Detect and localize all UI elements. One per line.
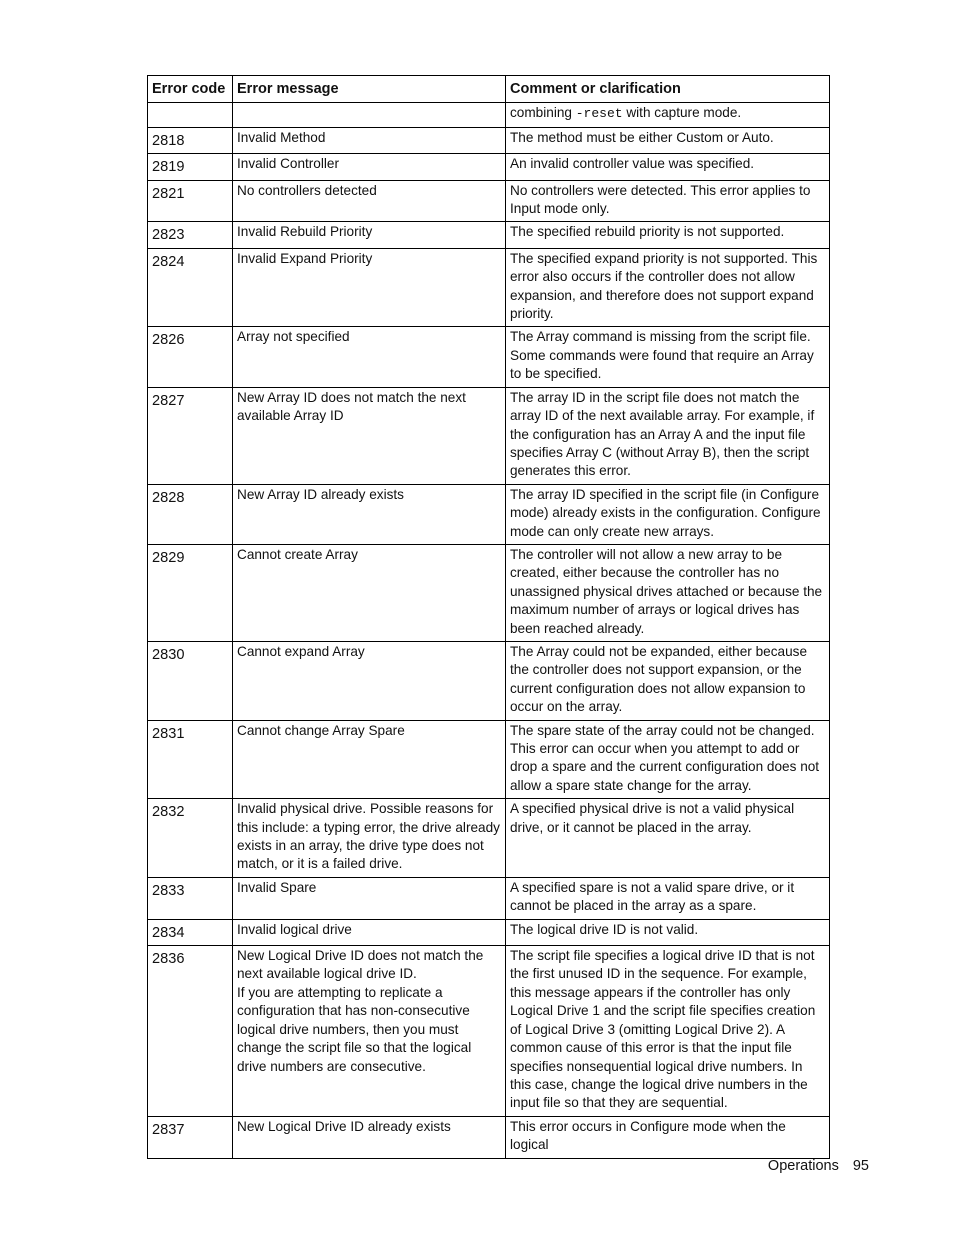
cell-code: 2821 [148, 180, 233, 222]
cell-message [233, 484, 506, 544]
table-row [148, 544, 830, 641]
table-row [148, 484, 830, 544]
header-error-message: Error message [233, 76, 506, 103]
table-row [148, 720, 830, 799]
cell-code: 2827 [148, 387, 233, 484]
table-row [148, 154, 830, 180]
cell-comment: No controllers were detected. This error applies to Input mode only. [506, 180, 830, 222]
cell-message [233, 799, 506, 878]
cell-code: 2829 [148, 544, 233, 641]
cell-comment: This error occurs in Configure mode when the logical [506, 1116, 830, 1158]
cell-code: 2826 [148, 327, 233, 387]
cell-message [233, 154, 506, 180]
cell-code: 2819 [148, 154, 233, 180]
cell-code: 2823 [148, 222, 233, 248]
cell-comment: An invalid controller value was specified. [506, 154, 830, 180]
cell-code: 2833 [148, 877, 233, 919]
cell-comment: The Array could not be expanded, either because the controller does not support expansion, or the current configuration does not allow expansion to occur on the array. [506, 641, 830, 720]
message-text: Cannot create Array [237, 546, 358, 562]
cell-code: 2824 [148, 248, 233, 327]
cell-comment: The specified expand priority is not supported. This error also occurs if the controller does not allow expansion, and therefore does not support expand priority. [506, 248, 830, 327]
page-number: 95 [852, 1158, 869, 1174]
cell-comment: A specified physical drive is not a valid physical drive, or it cannot be placed in the array. [506, 799, 830, 878]
cell-message [233, 919, 506, 945]
cell-code: 2837 [148, 1116, 233, 1158]
message-text: Invalid Method [237, 129, 326, 145]
table-row [148, 248, 830, 327]
message-text-extra: If you are attempting to replicate a configuration that has non-consecutive logical drive numbers, then you must change the script file so that the logical drive numbers are consecutive. [237, 984, 472, 1074]
table-row [148, 387, 830, 484]
cell-message [233, 387, 506, 484]
error-code-table [147, 75, 830, 1159]
cell-code: 2834 [148, 919, 233, 945]
cell-comment: A specified spare is not a valid spare drive, or it cannot be placed in the array as a spare. [506, 877, 830, 919]
table-row [148, 180, 830, 222]
cell-message [233, 103, 506, 127]
message-text: Invalid Spare [237, 879, 317, 895]
cell-comment [506, 103, 830, 127]
table-header-row [148, 76, 830, 103]
footer-section: Operations [767, 1158, 839, 1174]
page-footer [768, 1158, 869, 1174]
message-text: Invalid Rebuild Priority [237, 224, 373, 240]
cell-message [233, 720, 506, 799]
message-text: Invalid logical drive [237, 921, 352, 937]
table-row [148, 641, 830, 720]
cell-comment: The spare state of the array could not be changed. This error can occur when you attempt to add or drop a spare and the current configuration does not allow a spare state change for the array. [506, 720, 830, 799]
cell-comment: The script file specifies a logical drive ID that is not the first unused ID in the sequence. For example, this message appears if the controller has only Logical Drive 1 and the script file specifies creation of Logical Drive 3 (omitting Logical Drive 2). A common cause of this error is that the input file specifies nonsequential logical drive numbers. In this case, change the logical drive numbers in the input file so that they are sequential. [506, 946, 830, 1117]
table-row [148, 1116, 830, 1158]
cell-comment: The controller will not allow a new array to be created, either because the controller has no unassigned physical drives attached or because the maximum number of arrays or logical drives has been reached already. [506, 544, 830, 641]
cell-code: 2832 [148, 799, 233, 878]
cell-code: 2836 [148, 946, 233, 1117]
message-text: Invalid Expand Priority [237, 250, 373, 266]
cell-code [148, 103, 233, 127]
cell-comment: The logical drive ID is not valid. [506, 919, 830, 945]
message-text: New Logical Drive ID already exists [237, 1118, 451, 1134]
header-comment: Comment or clarification [506, 76, 830, 103]
cell-comment: The array ID in the script file does not match the array ID of the next available array. For example, if the configuration has an Array A and the input file specifies Array C (without Array B), then the script generates this error. [506, 387, 830, 484]
reset-option-code: -reset [575, 106, 623, 122]
message-text: New Logical Drive ID does not match the next available logical drive ID. [237, 948, 484, 982]
message-text: New Array ID already exists [237, 486, 404, 502]
message-text: Cannot expand Array [237, 643, 365, 659]
comment-prefix: combining [510, 105, 576, 121]
message-text: Invalid physical drive. Possible reasons for this include: a typing error, the drive already exists in an array, the drive type does not match, or it is a failed drive. [237, 801, 500, 872]
message-text: Invalid Controller [237, 156, 339, 172]
cell-comment: The array ID specified in the script file (in Configure mode) already exists in the configuration. Configure mode can only create new arrays. [506, 484, 830, 544]
cell-message [233, 877, 506, 919]
cell-code: 2830 [148, 641, 233, 720]
cell-code: 2831 [148, 720, 233, 799]
cell-message [233, 248, 506, 327]
message-text: Cannot change Array Spare [237, 722, 405, 738]
cell-code: 2828 [148, 484, 233, 544]
cell-message [233, 127, 506, 153]
table-row [148, 919, 830, 945]
continuation-row [148, 103, 830, 127]
message-text: Array not specified [237, 329, 350, 345]
message-text: New Array ID does not match the next available Array ID [237, 389, 466, 424]
table-row [148, 127, 830, 153]
cell-message [233, 544, 506, 641]
message-text: No controllers detected [237, 182, 377, 198]
cell-code: 2818 [148, 127, 233, 153]
cell-message [233, 222, 506, 248]
table-row [148, 877, 830, 919]
cell-message [233, 946, 506, 1117]
cell-comment: The specified rebuild priority is not supported. [506, 222, 830, 248]
table-row [148, 946, 830, 1117]
table-row [148, 799, 830, 878]
cell-message [233, 180, 506, 222]
cell-comment: The Array command is missing from the script file. Some commands were found that require an Array to be specified. [506, 327, 830, 387]
cell-message [233, 327, 506, 387]
header-error-code: Error code [148, 76, 233, 103]
cell-message [233, 641, 506, 720]
comment-suffix: with capture mode. [622, 105, 742, 121]
table-row [148, 327, 830, 387]
cell-message [233, 1116, 506, 1158]
cell-comment: The method must be either Custom or Auto. [506, 127, 830, 153]
table-row [148, 222, 830, 248]
